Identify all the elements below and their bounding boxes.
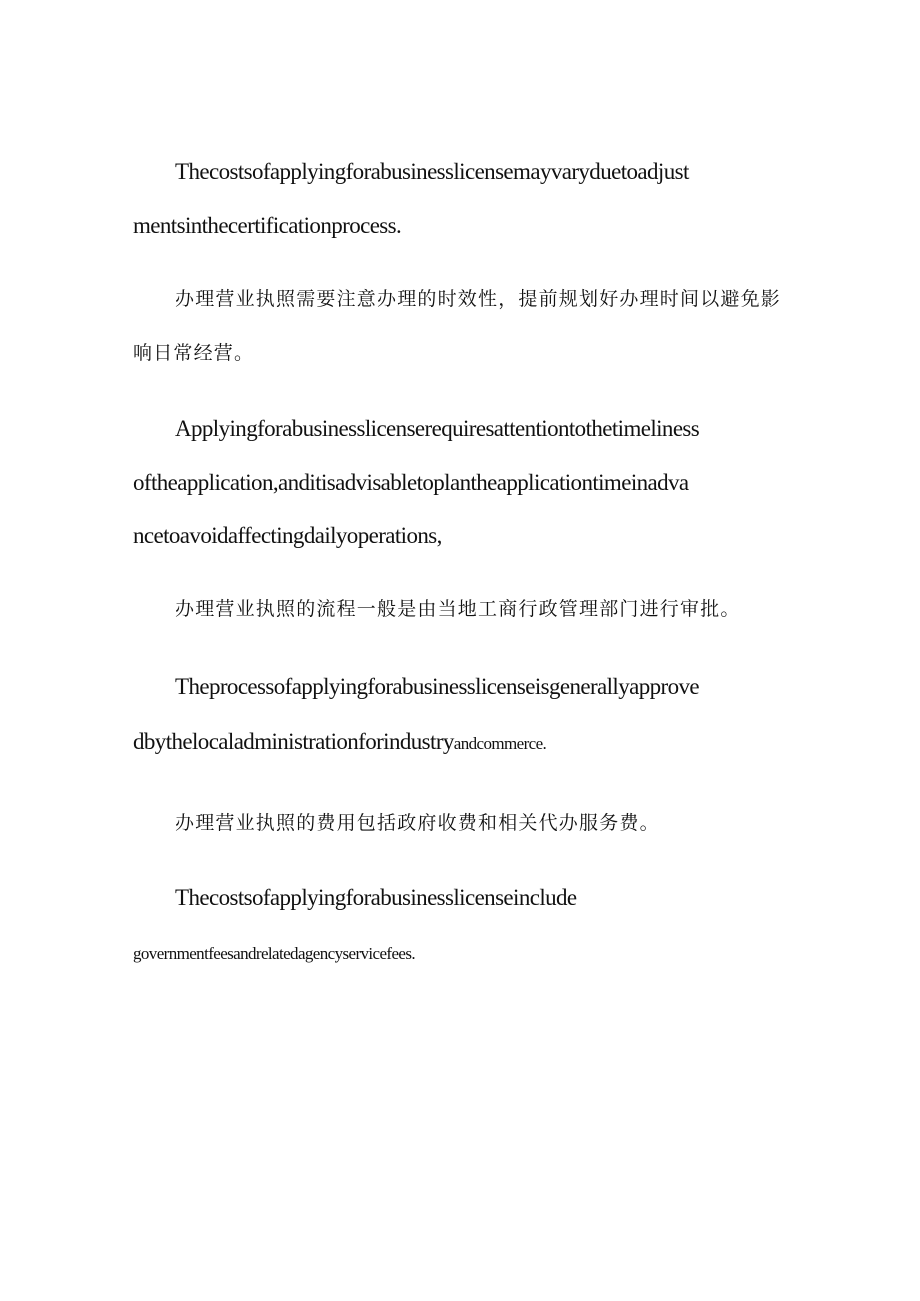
paragraph-2-line-2: 响日常经营。	[133, 342, 255, 364]
paragraph-5-line-1: Theprocessofapplyingforabusinesslicenseisgenerallyapprove	[175, 674, 699, 699]
paragraph-2-line-1: 办理营业执照需要注意办理的时效性，提前规划好办理时间以避免影	[175, 288, 782, 310]
paragraph-1-line-2: mentsinthecertificationprocess.	[133, 213, 402, 238]
paragraph-3-line-1: Applyingforabusinesslicenserequiresattentiontothetimeliness	[175, 416, 700, 441]
paragraph-6-line-1: 办理营业执照的费用包括政府收费和相关代办服务费。	[175, 812, 660, 834]
paragraph-5-line-2-tail: andcommerce.	[453, 734, 547, 753]
paragraph-4-line-1: 办理营业执照的流程一般是由当地工商行政管理部门进行审批。	[175, 598, 741, 620]
paragraph-3-line-3: ncetoavoidaffectingdailyoperations,	[133, 523, 442, 548]
paragraph-7-line-2: governmentfeesandrelatedagencyservicefees.	[133, 944, 416, 963]
paragraph-7-line-1: Thecostsofapplyingforabusinesslicenseinclude	[175, 885, 577, 910]
paragraph-3-line-2: oftheapplication,anditisadvisabletoplantheapplicationtimeinadva	[133, 470, 689, 495]
paragraph-1-line-1: Thecostsofapplyingforabusinesslicensemayvaryduetoadjust	[175, 159, 689, 184]
paragraph-5-line-2	[133, 730, 546, 753]
paragraph-5-line-2-main: dbythelocaladministrationforindustry	[133, 729, 454, 754]
